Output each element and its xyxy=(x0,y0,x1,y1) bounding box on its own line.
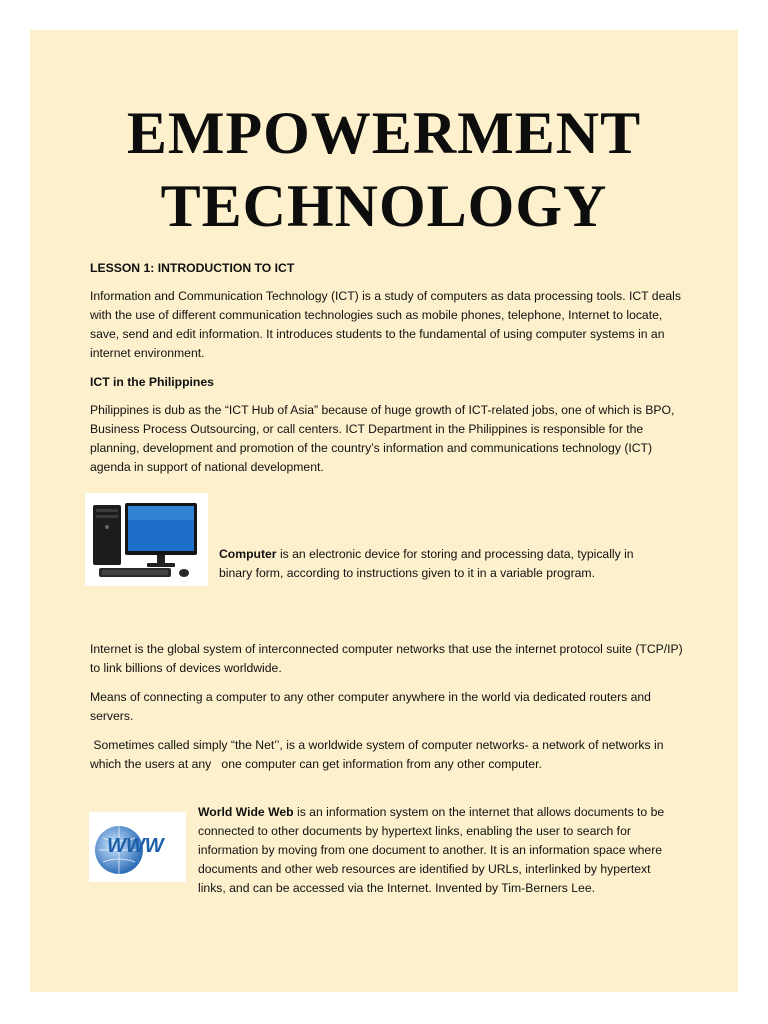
philippines-paragraph: Philippines is dub as the “ICT Hub of Asia” because of huge growth of ICT-related jobs, one of which is BPO, Business Process Outsourcing, or call centers. ICT Department in the Philippines is responsible for the planning, development and promotion of the country’s information and communications technology (ICT) agenda in support of national development. xyxy=(90,403,675,474)
www-image-text: WWW xyxy=(107,835,164,857)
intro-paragraph: Information and Communication Technology (ICT) is a study of computers as data processing tools. ICT deals with the use of different communication technologies such as mobile phones, telephone, Internet to locate, save, send and edit information. It introduces students to the fundamental of using computer systems in an internet environment. xyxy=(90,289,681,360)
desktop-computer-icon xyxy=(85,493,208,586)
title-line-1: EMPOWERMENT xyxy=(126,100,642,166)
document-page xyxy=(30,30,738,992)
www-globe-icon xyxy=(89,812,186,882)
title-line-2: TECHNOLOGY xyxy=(160,173,608,239)
computer-definition-text: is an electronic device for storing and processing data, typically in binary form, according to instructions given to it in a variable program. xyxy=(219,547,634,580)
net-paragraph: Sometimes called simply “the Net’’, is a worldwide system of computer networks- a network of networks in which the users at any one computer can get information from any other computer. xyxy=(90,738,667,771)
computer-definition xyxy=(219,545,659,583)
www-term: World Wide Web xyxy=(198,805,294,819)
www-definition xyxy=(198,803,678,898)
means-paragraph: Means of connecting a computer to any other computer anywhere in the world via dedicated routers and servers. xyxy=(90,690,651,723)
internet-paragraph: Internet is the global system of interconnected computer networks that use the internet protocol suite (TCP/IP) to link billions of devices worldwide. xyxy=(90,642,683,675)
www-definition-text: is an information system on the internet that allows documents to be connected to other documents by hypertext links, enabling the user to search for information by moving from one document to another. It is an information space where documents and other web resources are identified by URLs, interlinked by hypertext links, and can be accessed via the Internet. Invented by Tim-Berners Lee. xyxy=(198,805,665,895)
philippines-heading: ICT in the Philippines xyxy=(90,375,214,389)
lesson-heading: LESSON 1: INTRODUCTION TO ICT xyxy=(90,261,295,275)
computer-term: Computer xyxy=(219,547,277,561)
